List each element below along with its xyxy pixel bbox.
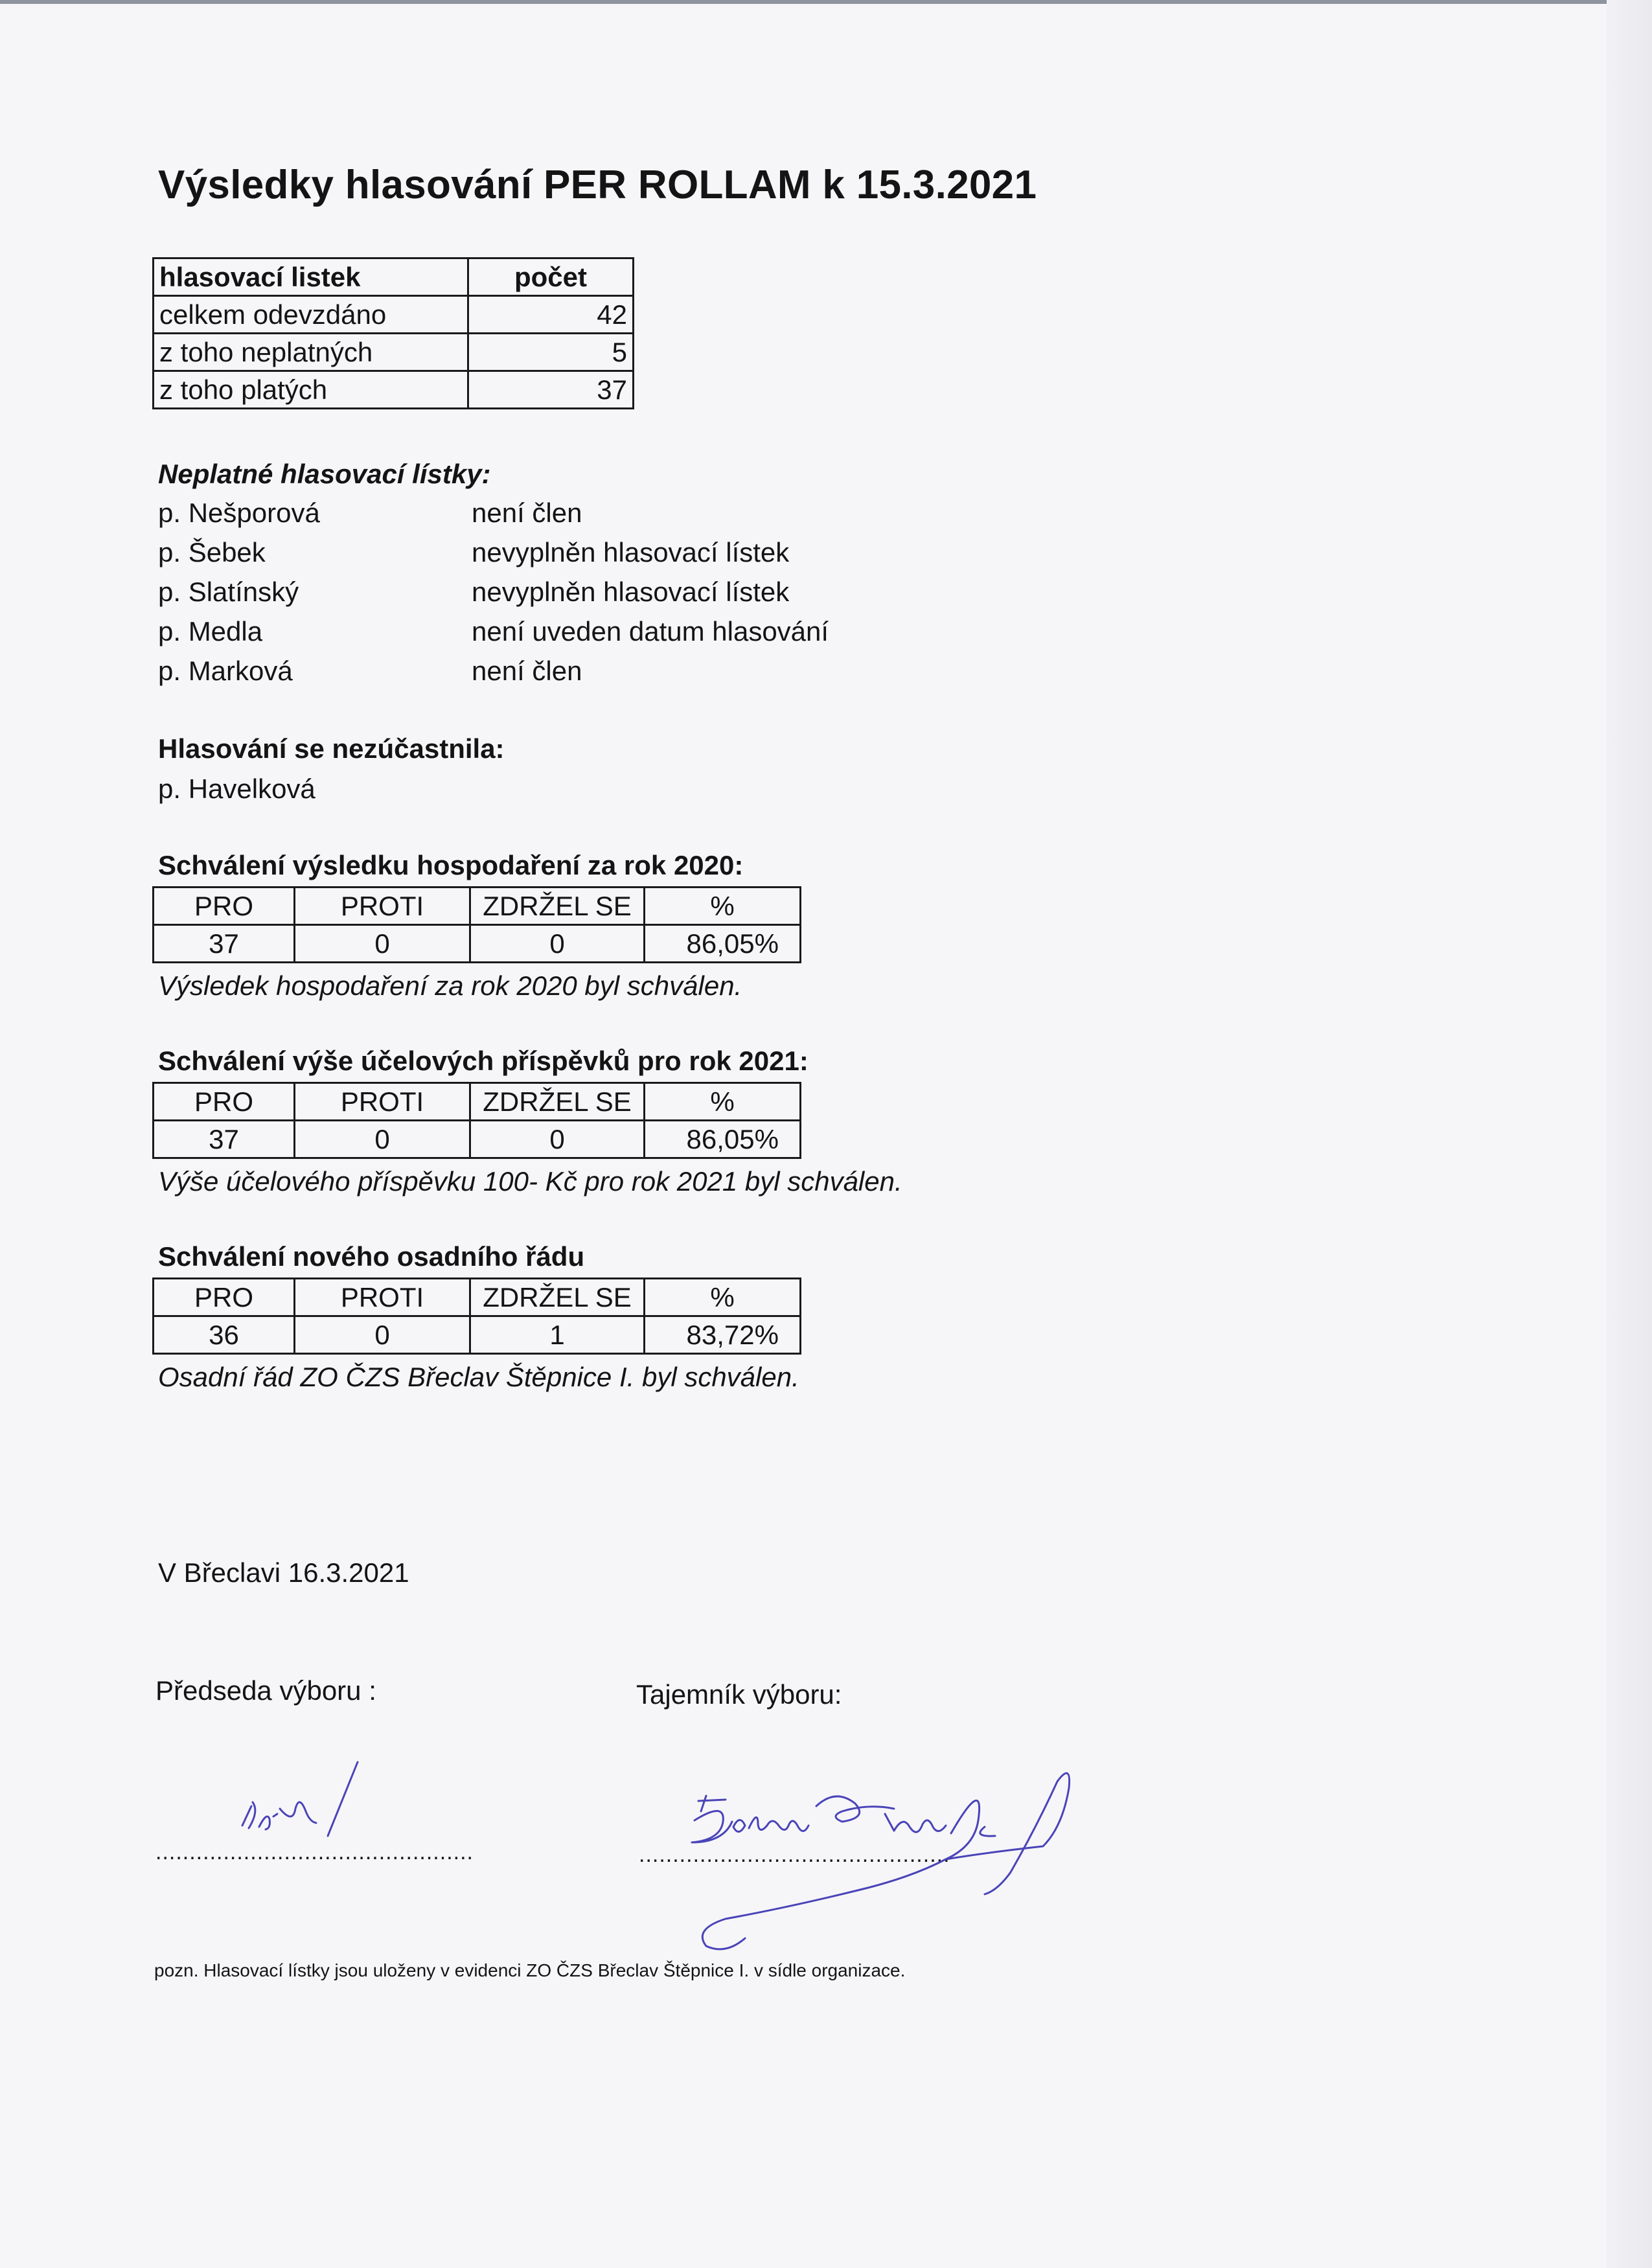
scan-top-edge	[0, 0, 1607, 4]
invalid-reason: není člen	[472, 656, 582, 686]
value-cell: 1	[470, 1316, 645, 1354]
invalid-name: p. Slatínský	[158, 577, 299, 607]
page-title: Výsledky hlasování PER ROLLAM k 15.3.2021	[158, 163, 1037, 207]
invalid-name: p. Šebek	[158, 537, 266, 567]
invalid-ballots-heading: Neplatné hlasovací lístky:	[158, 459, 491, 489]
row-value: 37	[468, 371, 634, 409]
header-cell: %	[645, 888, 801, 925]
vote-values-row	[154, 1316, 801, 1354]
absent-heading: Hlasování se nezúčastnila:	[158, 733, 505, 764]
header-cell: ZDRŽEL SE	[470, 1083, 645, 1121]
row-label: z toho neplatných	[154, 334, 468, 371]
header-cell: PRO	[154, 1279, 295, 1316]
value-cell: 37	[154, 1121, 295, 1158]
value-cell: 86,05%	[645, 1121, 801, 1158]
value-cell: 36	[154, 1316, 295, 1354]
table-header-row	[154, 258, 634, 296]
place-date: V Břeclavi 16.3.2021	[158, 1557, 409, 1588]
value-cell: 0	[295, 925, 470, 963]
invalid-reason: nevyplněn hlasovací lístek	[472, 577, 790, 607]
absent-name: p. Havelková	[158, 773, 315, 804]
chair-signature-line: ...............................................	[155, 1840, 474, 1864]
vote-values-row	[154, 1121, 801, 1158]
header-cell: PROTI	[295, 1279, 470, 1316]
header-cell: hlasovací listek	[154, 258, 468, 296]
row-label: z toho platých	[154, 371, 468, 409]
invalid-reason: není uveden datum hlasování	[472, 616, 829, 647]
vote-header-row	[154, 1083, 801, 1121]
vote-header-row	[154, 1279, 801, 1316]
vote-result: Výše účelového příspěvku 100- Kč pro rok 2021 byl schválen.	[158, 1166, 902, 1197]
footnote: pozn. Hlasovací lístky jsou uloženy v evidenci ZO ČZS Břeclav Štěpnice I. v sídle organizace.	[154, 1960, 906, 1980]
header-cell: PROTI	[295, 888, 470, 925]
table-row	[154, 334, 634, 371]
invalid-reason: nevyplněn hlasovací lístek	[472, 537, 790, 567]
value-cell: 0	[295, 1121, 470, 1158]
scan-right-edge	[1607, 0, 1652, 2268]
header-cell: ZDRŽEL SE	[470, 888, 645, 925]
vote-heading: Schválení výše účelových příspěvků pro rok 2021:	[158, 1046, 809, 1076]
header-cell: PRO	[154, 888, 295, 925]
vote-table	[152, 1277, 801, 1355]
header-cell: %	[645, 1279, 801, 1316]
vote-result: Osadní řád ZO ČZS Břeclav Štěpnice I. byl schválen.	[158, 1362, 799, 1392]
invalid-name: p. Marková	[158, 656, 293, 686]
header-cell: PRO	[154, 1083, 295, 1121]
invalid-name: p. Nešporová	[158, 498, 320, 528]
value-cell: 0	[295, 1316, 470, 1354]
value-cell: 37	[154, 925, 295, 963]
header-cell: %	[645, 1083, 801, 1121]
invalid-reason: není člen	[472, 498, 582, 528]
header-cell: PROTI	[295, 1083, 470, 1121]
vote-header-row	[154, 888, 801, 925]
table-row	[154, 371, 634, 409]
vote-values-row	[154, 925, 801, 963]
table-row	[154, 296, 634, 334]
row-value: 5	[468, 334, 634, 371]
vote-result: Výsledek hospodaření za rok 2020 byl schválen.	[158, 970, 742, 1001]
secretary-signature-line: ..............................................	[639, 1842, 950, 1867]
secretary-signature	[531, 1749, 1114, 1956]
vote-table	[152, 1082, 801, 1159]
chair-label: Předseda výboru :	[155, 1675, 376, 1706]
header-cell: počet	[468, 258, 634, 296]
ballot-summary-table	[152, 257, 634, 409]
value-cell: 0	[470, 1121, 645, 1158]
vote-heading: Schválení nového osadního řádu	[158, 1241, 585, 1272]
invalid-name: p. Medla	[158, 616, 263, 647]
vote-heading: Schválení výsledku hospodaření za rok 2020:	[158, 850, 744, 880]
vote-table	[152, 886, 801, 963]
chair-signature	[233, 1749, 402, 1846]
row-value: 42	[468, 296, 634, 334]
value-cell: 86,05%	[645, 925, 801, 963]
value-cell: 83,72%	[645, 1316, 801, 1354]
value-cell: 0	[470, 925, 645, 963]
row-label: celkem odevzdáno	[154, 296, 468, 334]
secretary-label: Tajemník výboru:	[636, 1679, 842, 1710]
header-cell: ZDRŽEL SE	[470, 1279, 645, 1316]
